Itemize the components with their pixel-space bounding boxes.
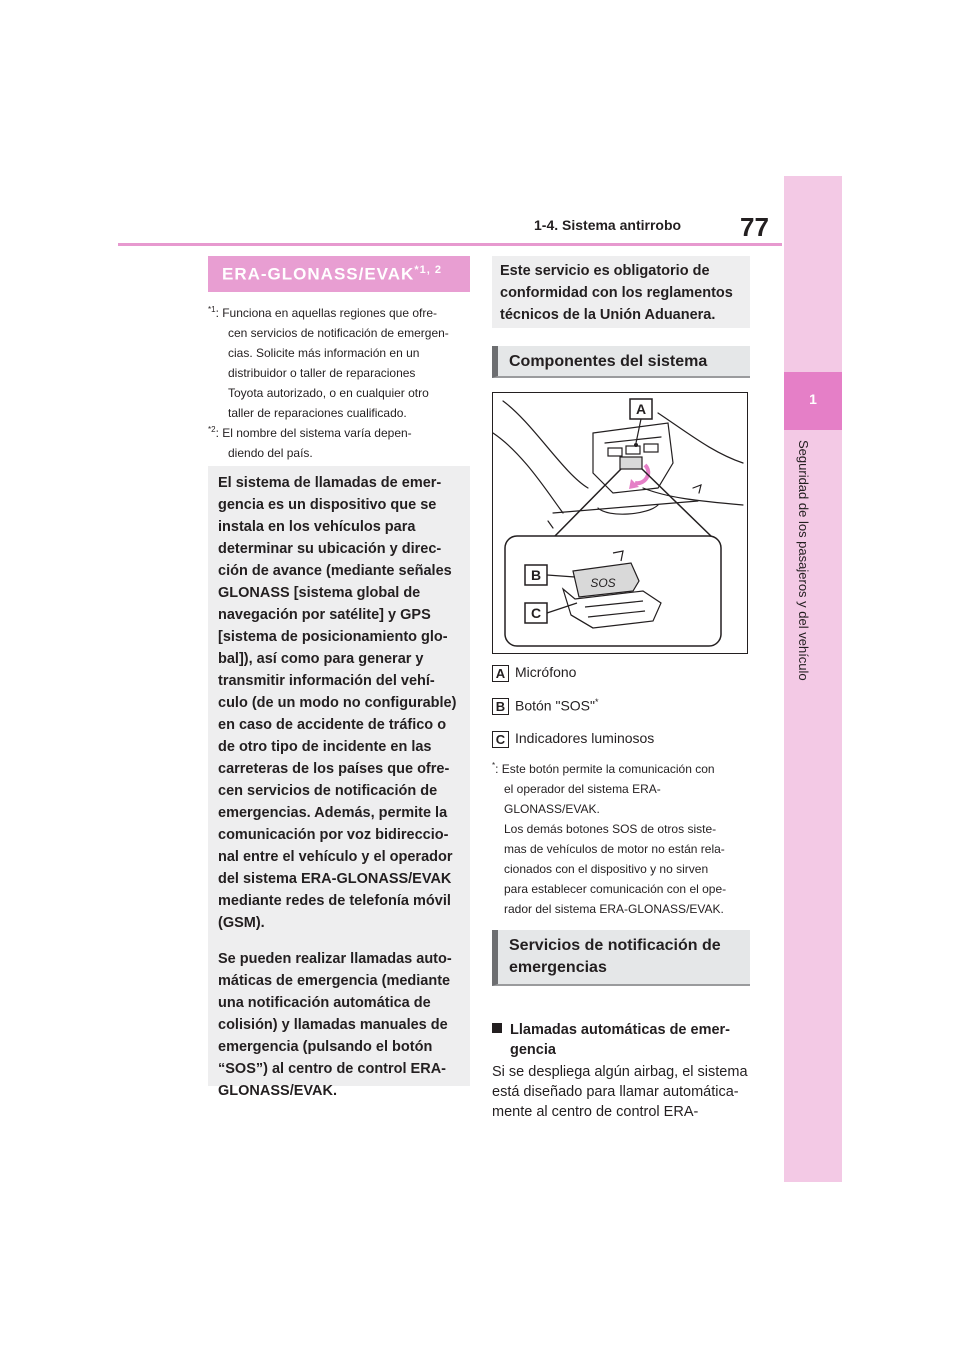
footnote-sos-line: GLONASS/EVAK. xyxy=(504,802,600,816)
box-line: en caso de accidente de tráfico o xyxy=(218,717,447,733)
footnote-sos-line: : Este botón permite la comunicación con xyxy=(495,762,715,776)
body-line: está diseñado para llamar automática- xyxy=(492,1084,739,1100)
box-line: GLONASS [sistema global de xyxy=(218,585,421,601)
footnote-2-line: diendo del país. xyxy=(228,446,313,460)
footnote-sos-line: para establecer comunicación con el ope- xyxy=(504,882,727,896)
body-line: mente al centro de control ERA- xyxy=(492,1104,699,1120)
footnote-2-mark: *2 xyxy=(208,425,216,434)
box-line: colisión) y llamadas manuales de xyxy=(218,1017,448,1033)
footnote-1-line: distribuidor o taller de reparaciones xyxy=(228,366,416,380)
box-line: determinar su ubicación y direc- xyxy=(218,541,442,557)
component-item-b xyxy=(492,697,599,715)
body-line: Si se despliega algún airbag, el sistema xyxy=(492,1064,748,1080)
footnote-sos-mark: * xyxy=(492,761,496,770)
item-key: B xyxy=(492,698,509,715)
box-line: GLONASS/EVAK. xyxy=(218,1083,337,1099)
footnote-2 xyxy=(208,420,470,463)
footnote-sos-line: Los demás botones SOS de otros siste- xyxy=(504,822,717,836)
component-item-a xyxy=(492,664,576,682)
box-line: conformidad con los reglamentos xyxy=(500,285,733,301)
box-line: (GSM). xyxy=(218,915,265,931)
box-line: ción de avance (mediante señales xyxy=(218,563,452,579)
chapter-title-text: Seguridad de los pasajeros y del vehículo xyxy=(796,440,811,681)
box-line: cen servicios de notificación de xyxy=(218,783,438,799)
footnote-sos xyxy=(492,756,750,919)
footnote-2-line: : El nombre del sistema varía depen- xyxy=(215,426,412,440)
box-line: de otro tipo de incidente en las xyxy=(218,739,432,755)
box-line: carreteras de los países que ofre- xyxy=(218,761,450,777)
info-box-left xyxy=(208,466,470,1099)
item-text: Micrófono xyxy=(515,664,577,680)
heading-services-line: Servicios de notificación de xyxy=(509,937,721,954)
info-box-right xyxy=(492,256,750,328)
footnote-1-line: cias. Solicite más información en un xyxy=(228,346,420,360)
figure-label-c: C xyxy=(530,605,542,621)
subheading-line: gencia xyxy=(510,1042,556,1058)
box-line: gencia es un dispositivo que se xyxy=(218,497,437,513)
item-key: A xyxy=(492,665,509,682)
box-line: emergencia (pulsando el botón xyxy=(218,1039,433,1055)
box-line: técnicos de la Unión Aduanera. xyxy=(500,307,716,323)
footnote-1-line: : Funciona en aquellas regiones que ofre- xyxy=(215,306,438,320)
box-line: culo (de un modo no configurable) xyxy=(218,695,457,711)
heading-services-line: emergencias xyxy=(509,959,607,976)
box-line: El sistema de llamadas de emer- xyxy=(218,475,442,491)
footnote-sos-line: cionados con el dispositivo y no sirven xyxy=(504,862,709,876)
item-text: Indicadores luminosos xyxy=(515,730,655,746)
body-paragraph xyxy=(492,1062,750,1122)
box-line: [sistema de posicionamiento glo- xyxy=(218,629,448,645)
components-figure xyxy=(492,392,748,654)
overhead-console-illustration xyxy=(493,393,747,653)
footnote-1-line: Toyota autorizado, o en cualquier otro xyxy=(228,386,429,400)
box-line: navegación por satélite] y GPS xyxy=(218,607,431,623)
sos-button-text: SOS xyxy=(590,576,616,590)
footnote-1-mark: *1 xyxy=(208,305,216,314)
footnote-sos-line: el operador del sistema ERA- xyxy=(504,782,661,796)
heading-era-glonass xyxy=(208,256,470,292)
box-line: transmitir información del vehí- xyxy=(218,673,435,689)
box-line: Este servicio es obligatorio de xyxy=(500,263,710,279)
box-line: “SOS”) al centro de control ERA- xyxy=(218,1061,446,1077)
footnote-sos-line: rador del sistema ERA-GLONASS/EVAK. xyxy=(504,902,724,916)
item-key: C xyxy=(492,731,509,748)
subheading-automatic-calls xyxy=(492,1020,730,1060)
footnote-sos-line: mas de vehículos de motor no están rela- xyxy=(504,842,725,856)
box-line: mediante redes de telefonía móvil xyxy=(218,893,451,909)
figure-label-a: A xyxy=(635,401,647,417)
figure-label-b: B xyxy=(530,567,542,583)
box-line: instala en los vehículos para xyxy=(218,519,416,535)
item-mark: * xyxy=(594,697,599,707)
box-line: una notificación automática de xyxy=(218,995,431,1011)
box-line: del sistema ERA-GLONASS/EVAK xyxy=(218,871,452,887)
box-line: comunicación por voz bidireccio- xyxy=(218,827,449,843)
heading-components: Componentes del sistema xyxy=(492,346,750,378)
box-line: máticas de emergencia (mediante xyxy=(218,973,451,989)
box-line: nal entre el vehículo y el operador xyxy=(218,849,453,865)
heading-era-text: ERA-GLONASS/EVAK xyxy=(222,264,415,284)
footnote-1 xyxy=(208,300,470,423)
header-divider xyxy=(118,243,782,246)
chapter-sidebar xyxy=(784,176,842,1182)
page-number: 77 xyxy=(740,212,769,242)
box-line: bal]), así como para generar y xyxy=(218,651,424,667)
footnote-1-line: cen servicios de notificación de emergen- xyxy=(228,326,449,340)
heading-services xyxy=(492,930,750,986)
item-text: Botón "SOS" xyxy=(515,697,595,714)
heading-era-marks: *1, 2 xyxy=(414,264,442,276)
footnote-1-line: taller de reparaciones cualificado. xyxy=(228,406,407,420)
chapter-number: 1 xyxy=(809,391,817,407)
subheading-line: Llamadas automáticas de emer- xyxy=(510,1022,731,1038)
square-bullet-icon xyxy=(492,1023,502,1033)
box-line: emergencias. Además, permite la xyxy=(218,805,448,821)
section-title: 1-4. Sistema antirrobo xyxy=(534,217,682,233)
component-item-c xyxy=(492,730,654,748)
box-line: Se pueden realizar llamadas auto- xyxy=(218,951,452,967)
